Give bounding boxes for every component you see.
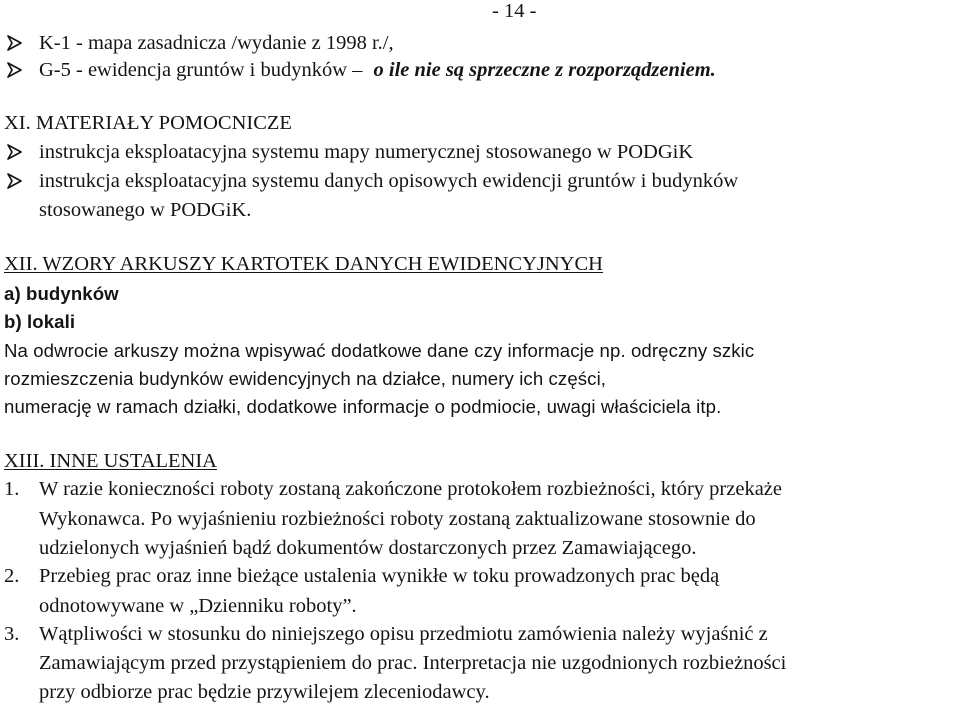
xiii-point-1-number: 1. — [4, 478, 20, 500]
bullet-text-k1: K-1 - mapa zasadnicza /wydanie z 1998 r./, — [39, 32, 394, 54]
xi-item-1: instrukcja eksploatacyjna systemu mapy numerycznej stosowanego w PODGiK — [39, 141, 694, 163]
xii-note-line-3: numerację w ramach działki, dodatkowe informacje o podmiocie, uwagi właściciela itp. — [4, 396, 722, 417]
xi-item-2-line2: stosowanego w PODGiK. — [39, 199, 252, 221]
bullet-text-g5 — [39, 58, 716, 82]
section-xi-heading: XI. MATERIAŁY POMOCNICZE — [4, 112, 292, 134]
xiii-point-3-line-1: Wątpliwości w stosunku do niniejszego opisu przedmiotu zamówienia należy wyjaśnić z — [39, 623, 768, 645]
section-xii-heading: XII. WZORY ARKUSZY KARTOTEK DANYCH EWIDENCYJNYCH — [4, 253, 603, 275]
xiii-point-2-line-1: Przebieg prac oraz inne bieżące ustalenia wynikłe w toku prowadzonych prac będą — [39, 565, 720, 587]
xiii-point-3-line-3: przy odbiorze prac będzie przywilejem zleceniodawcy. — [39, 681, 490, 703]
xiii-point-1-line-3: udzielonych wyjaśnień bądź dokumentów dostarczonych przez Zamawiającego. — [39, 537, 697, 559]
xiii-point-2-number: 2. — [4, 565, 20, 587]
arrowhead-bullet-icon — [4, 58, 26, 82]
xiii-point-3-line-2: Zamawiającym przed przystąpieniem do prac. Interpretacja nie uzgodnionych rozbieżności — [39, 652, 787, 674]
xii-item-a: a) budynków — [4, 283, 119, 304]
page-number: - 14 - — [492, 0, 537, 22]
bullet-text-g5-emphasis: o ile nie są sprzeczne z rozporządzeniem. — [373, 59, 716, 81]
xiii-point-1-line-1: W razie konieczności roboty zostaną zakończone protokołem rozbieżności, który przekaże — [39, 478, 782, 500]
xii-item-b: b) lokali — [4, 311, 76, 332]
xi-item-2-line1: instrukcja eksploatacyjna systemu danych opisowych ewidencji gruntów i budynków — [39, 170, 739, 192]
xiii-point-2-line-2: odnotowywane w „Dzienniku roboty”. — [39, 595, 357, 617]
arrowhead-bullet-icon — [4, 31, 26, 55]
xii-note-line-1: Na odwrocie arkuszy można wpisywać dodatkowe dane czy informacje np. odręczny szkic — [4, 340, 755, 361]
bullet-text-g5-main: G-5 - ewidencja gruntów i budynków – — [39, 59, 363, 81]
xii-note-line-2: rozmieszczenia budynków ewidencyjnych na działce, numery ich części, — [4, 368, 607, 389]
xiii-point-1-line-2: Wykonawca. Po wyjaśnieniu rozbieżności roboty zostaną zaktualizowane stosownie do — [39, 508, 756, 530]
arrowhead-bullet-icon — [4, 140, 26, 164]
arrowhead-bullet-icon — [4, 169, 26, 193]
xiii-point-3-number: 3. — [4, 623, 20, 645]
section-xiii-heading: XIII. INNE USTALENIA — [4, 450, 217, 472]
